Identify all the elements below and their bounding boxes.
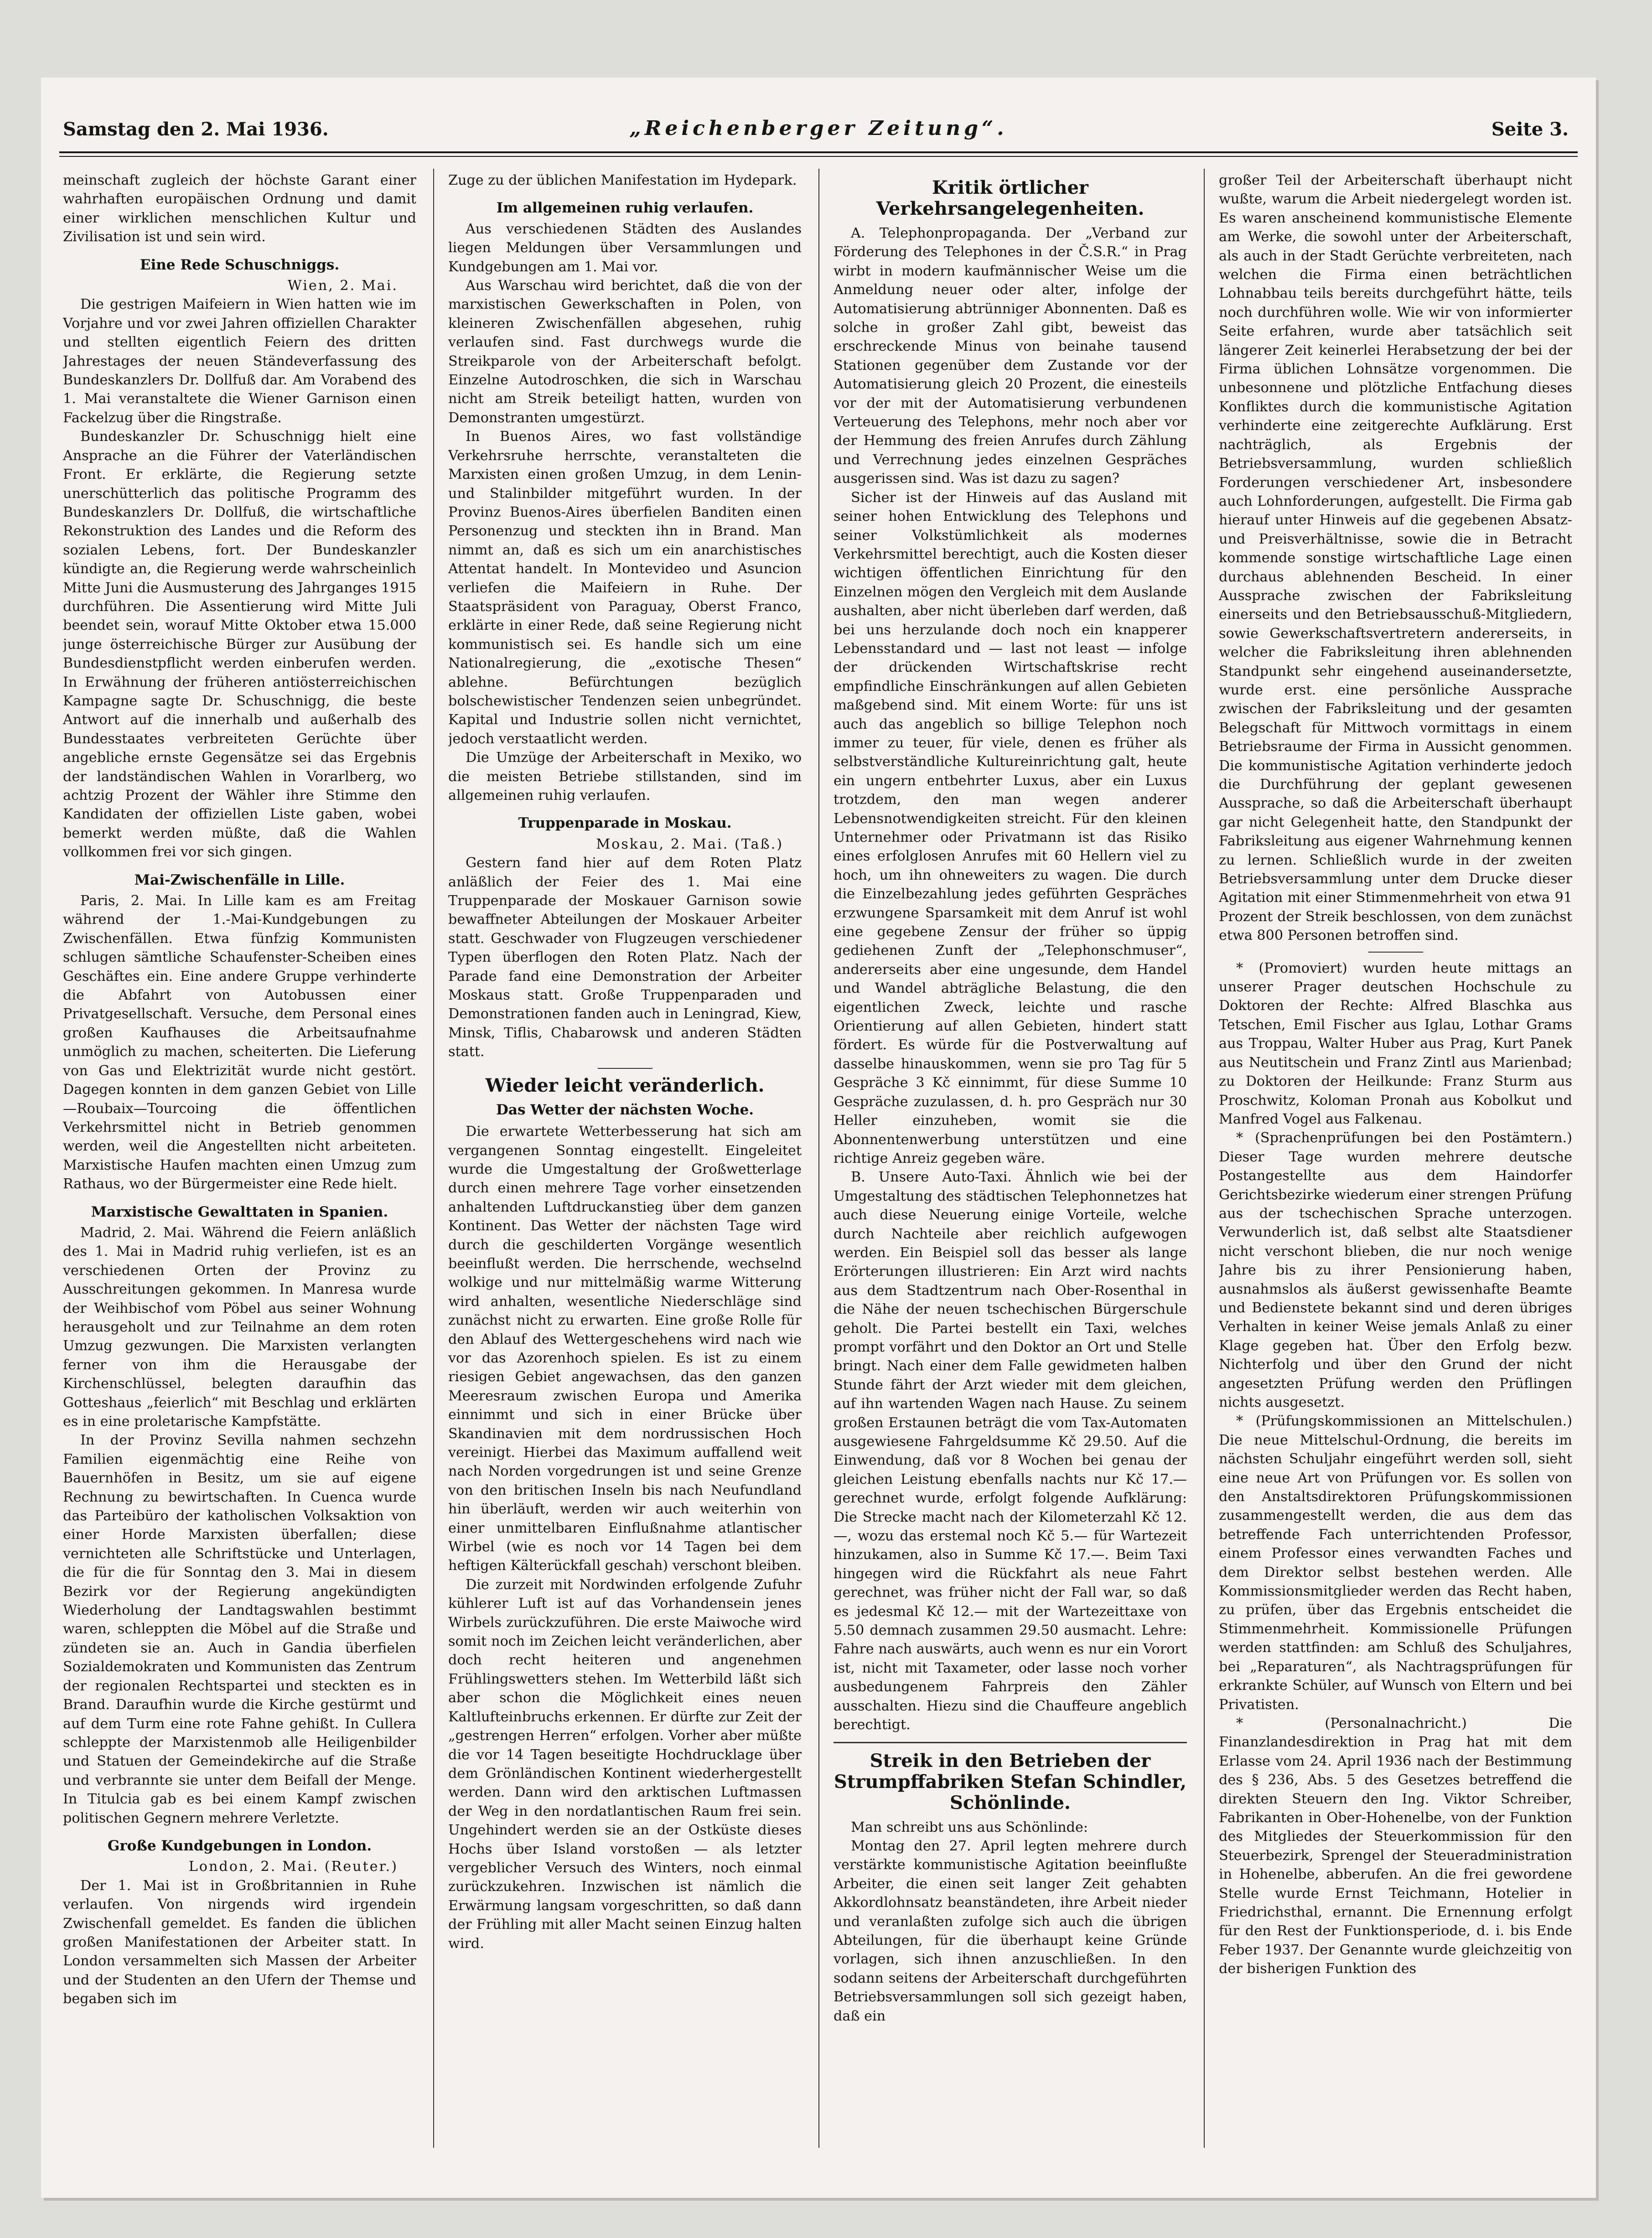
news-item-sprachenpruefungen: * (Sprachenprüfungen bei den Postämtern.) Dieser Tage wurden mehrere deutsche Postangestellte aus dem Haindorfer Gerichtsbezirke wiederum einer strengen Prüfung aus der tschechischen Sprache unterzogen. Verwunderlich ist, daß selbst alte Staatsdiener nicht verschont blieben, die nur noch wenige Jahre bis zu ihrer Pensionierung haben, ausnahmslos als äußerst gewissenhafte Beamte und Bedienstete bekannt sind und deren übriges Verhalten in keiner Weise jemals Anlaß zu einer Klage gegeben hat. Über den Erfolg bezw. Nichterfolg und über den Grund der nicht angesetzten Prüfung werden den Prüflingen nichts ausgesetzt. — [1219, 1130, 1572, 1410]
article-paragraph: Die gestrigen Maifeiern in Wien hatten wie im Vorjahre und vor zwei Jahren offiziellen Charakter und stellten eigentlich Feiern des dritten Jahrestages der neuen Ständeverfassung des Bundeskanzlers Dr. Dollfuß dar. Am Vorabend des 1. Mai veranstaltete die Wiener Garnison einen Fackelzug über die Ringstraße. — [63, 296, 416, 426]
headline-streik: Streik in den Betrieben der Strumpffabriken Stefan Schindler, Schönlinde. — [834, 1750, 1187, 1813]
headline-wetter: Wieder leicht veränderlich. — [485, 1074, 765, 1096]
article-paragraph: In Buenos Aires, wo fast vollständige Verkehrsruhe herrschte, veranstalteten die Marxisten einen großen Umzug, in dem Lenin- und Stalinbilder mitgeführt wurden. In der Provinz Buenos-Aires überfielen Banditen einen Personenzug und steckten ihn in Brand. Man nimmt an, daß es sich um ein anarchistisches Attentat handelt. In Montevideo und Asuncion verliefen die Maifeiern in Ruhe. Der Staatspräsident von Paraguay, Oberst Franco, erklärte in einer Rede, daß seine Regierung nicht kommunistisch sei. Es handle sich um eine Nationalregierung, die „exotische Thesen“ ablehne. Befürchtungen bezüglich bolschewistischer Tendenzen seien unbegründet. Kapital und Industrie sollen nicht vernichtet, jedoch verstaatlicht werden. — [448, 429, 802, 747]
header-rule-thin — [59, 156, 1578, 157]
article-paragraph: Bundeskanzler Dr. Schuschnigg hielt eine Ansprache an die Führer der Vaterländischen Front. Er erklärte, die Regierung setzte unerschütterlich das politische Programm des Bundeskanzlers Dr. Dollfuß, die wirtschaftliche Rekonstruktion des Landes und die Reform des sozialen Lebens, fort. Der Bundeskanzler kündigte an, die Regierung werde wahrscheinlich Mitte Juni die Ausmusterung des Jahrganges 1915 durchführen. Die Assentierung wird Mitte Juli beendet sein, worauf Mitte Oktober etwa 15.000 junge österreichische Bürger zur Ausübung der Bundesdienstpflicht werden einberufen werden. In Erwähnung der früheren antiösterreichischen Kampagne sagte Dr. Schuschnigg, die beste Antwort auf die innerhalb und außerhalb des Bundesstaates verbreiteten Gerüchte über angebliche ernste Gegensätze sei das Ergebnis der landständischen Wahlen in Vorarlberg, wo achtzig Prozent der Wähler ihre Stimme den Kandidaten der offiziellen Liste gaben, wobei bemerkt werden müßte, daß die Wahlen vollkommen frei vor sich gingen. — [63, 429, 416, 860]
column-divider — [818, 169, 819, 2148]
column-4 — [1219, 171, 1572, 2145]
article-paragraph: Madrid, 2. Mai. Während die Feiern anläßlich des 1. Mai in Madrid ruhig verliefen, ist es an verschiedenen Orten der Provinz zu Ausschreitungen gekommen. In Manresa wurde der Weihbischof vom Pöbel aus seiner Wohnung herausgeholt und zur Teilnahme an dem roten Umzug gezwungen. Die Marxisten verlangten ferner von ihm die Herausgabe der Kirchenschlüssel, belegten daraufhin das Gotteshaus „feierlich“ mit Beschlag und erklärten es in eine proletarische Kampfstätte. — [63, 1224, 416, 1430]
dateline: Moskau, 2. Mai. (Taß.) — [596, 836, 783, 852]
news-item-promoviert: * (Promoviert) wurden heute mittags an unserer Prager deutschen Hochschule zu Doktoren der Rechte: Alfred Blaschka aus Tetschen, Emil Fischer aus Iglau, Lothar Grams aus Troppau, Walter Huber aus Prag, Kurt Panek aus Neutitschein und Franz Zintl aus Marienbad; zu Doktoren der Heilkunde: Franz Sturm aus Proschwitz, Koloman Pronah aus Kobolkut und Manfred Vogel aus Falkenau. — [1219, 960, 1572, 1127]
news-item-pruefungskommissionen: * (Prüfungskommissionen an Mittelschulen.) Die neue Mittelschul-Ordnung, die bereits im nächsten Schuljahr eingeführt werden soll, sieht eine neue Art von Prüfungen vor. Es sollen von den Anstaltsdirektoren Prüfungskommissionen zusammengestellt werden, die aus dem das betreffende Fach unterrichtenden Professor, einem Professor eines verwandten Faches und dem Direktor selbst bestehen werden. Alle Kommissionsmitglieder werden das Recht haben, zu prüfen, über das Ergebnis entscheidet die Stimmenmehrheit. Kommissionelle Prüfungen werden stattfinden: am Schluß des Schuljahres, bei „Reparaturen“, als Nachtragsprüfungen für erkrankte Schüler, auf Wunsch von Eltern und bei Privatisten. — [1219, 1413, 1572, 1713]
dateline: Wien, 2. Mai. — [287, 278, 398, 294]
newspaper-page — [41, 78, 1596, 2198]
subheadline-wetter: Das Wetter der nächsten Woche. — [496, 1101, 754, 1118]
article-paragraph: Gestern fand hier auf dem Roten Platz anläßlich der Feier des 1. Mai eine Truppenparade der Moskauer Garnison sowie bewaffneter Abteilungen der Moskauer Arbeiter statt. Geschwader von Flugzeugen verschiedener Typen überflogen den Roten Platz. Nach der Parade fand eine Demonstration der Arbeiter Moskaus statt. Große Truppenparaden und Demonstrationen fanden auch in Leningrad, Kiew, Minsk, Tiflis, Chabarowsk und anderen Städten statt. — [448, 855, 802, 1060]
column-3 — [834, 171, 1187, 2145]
headline-spanien: Marxistische Gewalttaten in Spanien. — [91, 1203, 388, 1220]
article-paragraph: Die Umzüge der Arbeiterschaft in Mexiko, wo die meisten Betriebe stillstanden, sind im allgemeinen ruhig verlaufen. — [448, 750, 802, 803]
article-paragraph: Die zurzeit mit Nordwinden erfolgende Zufuhr kühlerer Luft ist auf das Vorhandensein jenes Wirbels zurückzuführen. Die erste Maiwoche wird somit noch im Zeichen leicht veränderlichen, aber doch recht heiteren und angenehmen Frühlingswetters stehen. Im Wetterbild läßt sich aber schon die Möglichkeit eines neuen Kaltlufteinbruchs erkennen. Er dürfte zur Zeit der „gestrengen Herren“ erfolgen. Vorher aber müßte die vor 14 Tagen beseitigte Hochdrucklage über dem Grönländischen Kontinent wiederhergestellt werden. Dann wird den arktischen Luftmassen der Weg in den nordatlantischen Raum frei sein. Ungehindert werden sie an der Ostküste dieses Hochs über Island vorstoßen — als letzter vergeblicher Versuch des Winters, noch einmal zurückzukehren. Inzwischen ist nämlich die Erwärmung langsam vorgeschritten, so daß dann der Frühling mit aller Macht seinen Einzug halten wird. — [448, 1576, 802, 1952]
section-divider — [598, 1068, 653, 1069]
article-paragraph: Sicher ist der Hinweis auf das Ausland mit seiner hohen Entwicklung des Telephons und seiner Volkstümlichkeit als modernes Verkehrsmittel berechtigt, auch die Kosten dieser wichtigen öffentlichen Einrichtung für den Einzelnen mögen den Vergleich mit dem Auslande aushalten, aber nicht überleben darf werden, daß bei uns herzulande doch noch ein knapperer Lebensstandard und — last not least — infolge der drückenden Wirtschaftskrise recht empfindliche Einschränkungen auf allen Gebieten maßgebend sind. Mit einem Worte: für uns ist auch das angeblich so billige Telephon noch immer zu teuer, für viele, denen es früher als selbstverständliche Kultureinrichtung galt, heute ein ungern entbehrter Luxus, aber ein Luxus trotzdem, den man wegen anderer Lebensnotwendigkeiten streicht. Für den kleinen Unternehmer oder Privatmann ist das Risiko eines erfolglosen Anrufes mit 60 Hellern viel zu hoch, um ihn ohneweiters zu wagen. Die durch die Einzelbezahlung jedes geführten Gespräches erzwungene Sparsamkeit mit dem Anruf ist wohl eine gegebene Zensur der früher so üppig gediehenen Zunft der „Telephonschmuser“, andererseits aber eine ungesunde, dem Handel und Wandel abträgliche Belastung, die den eigentlichen Zweck, leichte und rasche Orientierung auf allen Gebieten, hindert statt fördert. Es würde für die Postverwaltung auf dasselbe hinauskommen, wenn sie pro Tag für 5 Gespräche 3 Kč einnimmt, für diese Summe 10 Gespräche zuzulassen, d. h. pro Gespräch nur 30 Heller einzuheben, womit sie die Abonnentenwerbung unterstützen und eine richtige Anreiz gegeben wäre. — [834, 489, 1187, 1166]
column-divider — [433, 169, 434, 2148]
headline-moskau: Truppenparade in Moskau. — [518, 815, 732, 832]
headline-london: Große Kundgebungen in London. — [107, 1837, 372, 1854]
section-divider — [1368, 952, 1423, 953]
article-paragraph: Aus Warschau wird berichtet, daß die von der marxistischen Gewerkschaften in Polen, von kleineren Zwischenfällen abgesehen, ruhig verlaufen sind. Fast durchwegs wurde die Streikparole von der Arbeiterschaft befolgt. Einzelne Autodroschken, die sich in Warschau nicht am Streik beteiligt hatten, wurden von Demonstranten umgestürzt. — [448, 278, 802, 426]
headline-lille: Mai-Zwischenfälle in Lille. — [134, 871, 345, 888]
article-paragraph: Der 1. Mai ist in Großbritannien in Ruhe verlaufen. Von nirgends wird irgendein Zwischenfall gemeldet. Es fanden die üblichen großen Manifestationen der Arbeiter statt. In London versammelten sich Massen der Arbeiter und der Studenten an den Ufern der Themse und begaben sich im — [63, 1877, 416, 2007]
article-paragraph: meinschaft zugleich der höchste Garant einer wahrhaften europäischen Ordnung und damit einer wirklichen menschlichen Kultur und Zivilisation ist und sein wird. — [63, 172, 416, 245]
masthead — [41, 119, 1596, 150]
article-paragraph: B. Unsere Auto-Taxi. Ähnlich wie bei der Umgestaltung des städtischen Telephonnetzes hat auch diese Neuerung einige Vorteile, welche durch Nachteile aber reichlich aufgewogen werden. Ein Beispiel soll das besser als lange Erörterungen illustrieren: Ein Arzt wird nachts aus dem Stadtzentrum nach Ober-Rosenthal in die Nähe der neuen tschechischen Bürgerschule geholt. Die Partei bestellt ein Taxi, welches prompt vorfährt und den Doktor an Ort und Stelle bringt. Nach einer dem Falle gewidmeten halben Stunde fährt der Arzt wieder mit dem gleichen, auf ihn wartenden Wagen nach Hause. Zu seinem großen Erstaunen beträgt die vom Tax-Automaten ausgewiesene Fahrgeldsumme Kč 29.50. Auf die Einwendung, daß vor 8 Wochen bei genau der gleichen Leistung ebenfalls nachts nur Kč 17.— gerechnet wurde, erfolgt folgende Aufklärung: Die Strecke macht nach der Kilometerzahl Kč 12.—, wozu das erstemal noch Kč 5.— für Wartezeit hinzukamen, also in Summe Kč 17.—. Beim Taxi hingegen wird die Rückfahrt als neue Fahrt gerechnet, was früher nicht der Fall war, so daß es jedesmal Kč 12.— mit der Wartezeittaxe von 5.50 demnach zusammen 29.50 ausmacht. Lehre: Fahre nach auswärts, auch wenn es nur ein Vorort ist, nicht mit Taxameter, oder lasse noch vorher ausbedungenem Fahrpreis den Zähler ausschalten. Hiezu sind die Chauffeure angeblich berechtigt. — [834, 1169, 1187, 1733]
article-paragraph: Zuge zu der üblichen Manifestation im Hydepark. — [448, 172, 797, 188]
article-paragraph: In der Provinz Sevilla nahmen sechzehn Familien eigenmächtig eine Reihe von Bauernhöfen in Besitz, um sie auf eigene Rechnung zu bewirtschaften. In Cuenca wurde das Parteibüro der katholischen Volksaktion von einer Horde Marxisten überfallen; diese vernichteten alle Schriftstücke und Unterlagen, die für die für Sonntag den 3. Mai in diesem Bezirk vor der Regierung angekündigten Wiederholung der Landtagswahlen bestimmt waren, schleppten die Möbel auf die Straße und zündeten sie an. Auch in Gandia überfielen Sozialdemokraten und Kommunisten das Zentrum der regionalen Rechtspartei und steckten es in Brand. Daraufhin wurde die Kirche gestürmt und auf dem Turm eine rote Fahne gehißt. In Cullera schleppte der Marxistenmob alle Heiligenbilder und Statuen der Gemeindekirche auf die Straße und verbrannte sie unter dem Beifall der Menge. In Titulcia gab es bei einem Kampf zwischen politischen Gegnern mehrere Verletzte. — [63, 1432, 416, 1826]
newspaper-title: „Reichenberger Zeitung“. — [629, 117, 1008, 140]
column-2 — [448, 171, 802, 2145]
article-paragraph: großer Teil der Arbeiterschaft überhaupt nicht wußte, warum die Arbeit niedergelegt worden ist. Es waren anscheinend kommunistische Elemente am Werke, die sowohl unter der Arbeiterschaft, als auch in der Stadt Gerüchte verbreiteten, nach welchen die Firma einen beträchtlichen Lohnabbau teils bereits durchgeführt hätte, teils noch durchführen wolle. Wie wir von informierter Seite erfahren, wurde aber tatsächlich seit längerer Zeit keinerlei Herabsetzung der bei der Firma üblichen Lohnsätze vorgenommen. Die unbesonnene und plötzliche Entfachung dieses Konfliktes durch die kommunistische Agitation verhinderte eine zeitgerechte Aufklärung. Erst nachträglich, als Ergebnis der Betriebsversammlung, wurden schließlich Forderungen verschiedener Art, insbesondere auch Lohnforderungen, aufgestellt. Die Firma gab hierauf unter Hinweis auf die gegebenen Absatz- und Preisverhältnisse, sowie die in Betracht kommende sonstige wirtschaftliche Lage einen durchaus ablehnenden Bescheid. In einer Aussprache zwischen der Fabriksleitung einerseits und den Betriebsausschuß-Mitgliedern, sowie Gewerkschaftsvertretern andererseits, in welcher die Fabriksleitung ihren ablehnenden Standpunkt sehr eingehend auseinandersetzte, wurde erst. eine persönliche Aussprache zwischen der Fabriksleitung und der gesamten Belegschaft für Mittwoch vormittags in einem Betriebsraume der Firma in Aussicht genommen. Die kommunistische Agitation verhinderte jedoch die Durchführung der geplant gewesenen Aussprache, so daß die Arbeiterschaft überhaupt gar nicht Gelegenheit hatte, den Standpunkt der Fabriksleitung aus eigener Wahrnehmung kennen zu lernen. Schließlich wurde in der zweiten Betriebsversammlung unter dem Drucke dieser Agitation mit einer Stimmenmehrheit von etwa 91 Prozent der Streik beschlossen, von dem zunächst etwa 800 Personen betroffen sind. — [1219, 172, 1572, 944]
article-paragraph: Montag den 27. April legten mehrere durch verstärkte kommunistische Agitation beeinflußte Arbeiter, die einen seit langer Zeit gehabten Akkordlohnsatz beanständeten, ihre Arbeit nieder und veranlaßten zufolge sich auch die übrigen Abteilungen, für die überhaupt keine Gründe vorlagen, sich ihnen anzuschließen. In den sodann seitens der Arbeiterschaft durchgeführten Betriebsversammlungen soll sich gezeigt haben, daß ein — [834, 1838, 1187, 2024]
header-rule — [59, 151, 1578, 153]
article-paragraph: Man schreibt uns aus Schönlinde: — [851, 1819, 1088, 1835]
section-divider — [834, 1742, 1187, 1743]
article-paragraph: Aus verschiedenen Städten des Auslandes liegen Meldungen über Versammlungen und Kundgebungen am 1. Mai vor. — [448, 221, 802, 275]
headline-schuschnigg: Eine Rede Schuschniggs. — [140, 256, 340, 273]
headline-ruhig-verlaufen: Im allgemeinen ruhig verlaufen. — [496, 200, 754, 217]
news-item-personalnachricht: * (Personalnachricht.) Die Finanzlandesdirektion in Prag hat mit dem Erlasse vom 24. April 1936 nach der Bestimmung des § 236, Abs. 5 des Gesetzes betreffend die direkten Steuern den Ing. Viktor Schreiber, Fabrikanten in Ober-Hohenelbe, von der Funktion des Mitgliedes der Steuerkommission für den Steuerbezirk, Sprengel der Steueradministration in Hohenelbe, abberufen. An die frei gewordene Stelle wurde Ernst Teichmann, Hotelier in Friedrichsthal, ernannt. Die Ernennung erfolgt für den Rest der Funktionsperiode, d. i. bis Ende Feber 1937. Der Genannte wurde gleichzeitig von der bisherigen Funktion des — [1219, 1715, 1572, 1977]
article-paragraph: A. Telephonpropaganda. Der „Verband zur Förderung des Telephones in der Č.S.R.“ in Prag wirbt in modern kaufmännischer Weise um die Anmeldung neuer oder alter, infolge der Automatisierung abtrünniger Abonnenten. Daß es solche in großer Zahl gibt, beweist das erschreckende Minus von beinahe tausend Stationen gegenüber dem Zustande vor der Automatisierung gleich 20 Prozent, die einesteils vor der mit der Automatisierung verbundenen Verteuerung des Telephons, mehr noch aber vor der Hemmung des freien Anrufes durch Zählung und Verrechnung jedes einzelnen Gespräches ausgerissen sind. Was ist dazu zu sagen? — [834, 225, 1187, 487]
headline-verkehr: Kritik örtlicher Verkehrsangelegenheiten. — [876, 177, 1144, 219]
issue-date: Samstag den 2. Mai 1936. — [63, 119, 329, 140]
article-paragraph: Die erwartete Wetterbesserung hat sich am vergangenen Sonntag eingestellt. Eingeleitet wurde die Umgestaltung der Großwetterlage durch einen mehrere Tage vorher einsetzenden anhaltenden Luftdruckanstieg über dem ganzen Kontinent. Das Wetter der nächsten Tage wird durch die geschilderten Vorgänge wesentlich beeinflußt werden. Die herrschende, wechselnd wolkige und nur mittelmäßig warme Witterung wird anhalten, wesentliche Niederschläge sind zunächst nicht zu erwarten. Eine große Rolle für den Ablauf des Wettergeschehens wird nach wie vor das Azorenhoch spielen. Es ist zu einem riesigen Gebiet angewachsen, das den ganzen Meeresraum zwischen Europa und Amerika einnimmt und sich in einer Brücke über Skandinavien mit dem nordrussischen Hoch vereinigt. Hierbei das Maximum auffallend weit nach Norden vorgedrungen ist und seine Grenze von den britischen Inseln bis nach Neufundland hin überläuft, werden wir auch weiterhin von einer unmittelbaren Einflußnahme atlantischer Wirbel (wie es noch vor 14 Tagen bei dem heftigen Kälterückfall geschah) verschont bleiben. — [448, 1124, 802, 1574]
article-paragraph: Paris, 2. Mai. In Lille kam es am Freitag während der 1.-Mai-Kundgebungen zu Zwischenfällen. Etwa fünfzig Kommunisten schlugen sämtliche Schaufenster-Scheiben eines Geschäftes ein. Eine andere Gruppe verhinderte die Abfahrt von Autobussen einer Privatgesellschaft. Versuche, dem Personal eines großen Kaufhauses die Arbeitsaufnahme unmöglich zu machen, scheiterten. Die Lieferung von Gas und Elektrizität wurde nicht gestört. Dagegen konnten in dem ganzen Gebiet von Lille—Roubaix—Tourcoing die öffentlichen Verkehrsmittel nicht in Betrieb genommen werden, weil die Angestellten nicht arbeiteten. Marxistische Haufen machten einen Umzug zum Rathaus, wo der Bürgermeister eine Rede hielt. — [63, 893, 416, 1192]
column-1 — [63, 171, 416, 2145]
dateline: London, 2. Mai. (Reuter.) — [188, 1859, 398, 1875]
page-number: Seite 3. — [1491, 119, 1569, 140]
column-divider — [1204, 169, 1205, 2148]
